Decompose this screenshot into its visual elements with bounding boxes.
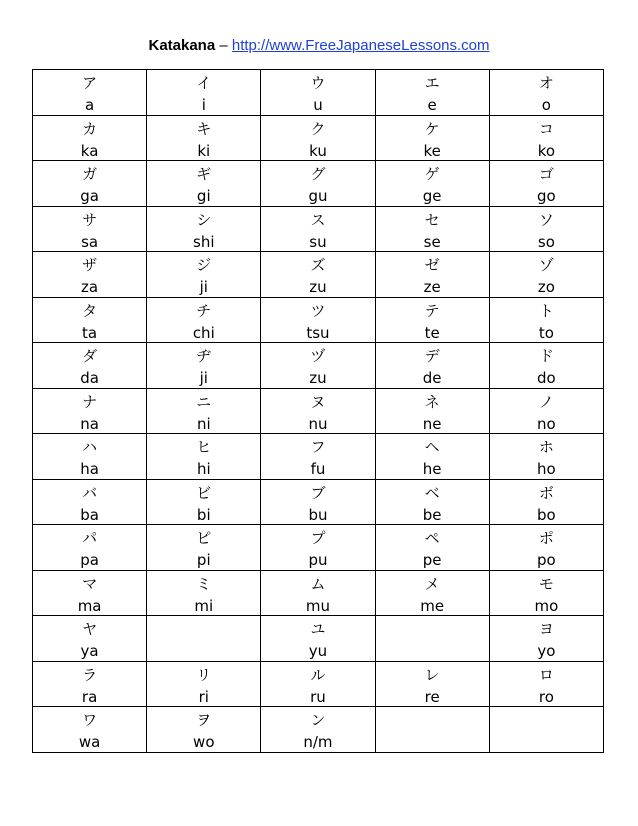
romaji-reading: bu <box>308 505 328 524</box>
katakana-character: ヨ <box>538 620 554 638</box>
table-row <box>33 616 604 662</box>
kana-cell <box>261 707 375 753</box>
katakana-character <box>376 621 489 638</box>
katakana-character: ザ <box>82 256 98 274</box>
kana-cell <box>147 161 261 207</box>
katakana-character: ノ <box>538 392 554 411</box>
katakana-character: プ <box>310 529 326 547</box>
romaji-reading: ro <box>538 687 554 706</box>
katakana-character: エ <box>424 74 440 92</box>
kana-cell <box>147 343 261 389</box>
katakana-character: ト <box>538 301 554 320</box>
kana-cell <box>33 570 147 616</box>
kana-cell <box>489 479 603 525</box>
romaji-reading: pe <box>422 551 442 569</box>
kana-cell <box>147 570 261 616</box>
katakana-character: テ <box>424 301 440 320</box>
romaji-reading: to <box>538 323 554 342</box>
website-link[interactable]: http://www.FreeJapaneseLessons.com <box>231 37 490 54</box>
romaji-reading <box>376 733 489 751</box>
kana-cell <box>375 115 489 161</box>
table-row <box>33 115 604 161</box>
romaji-reading: hi <box>196 460 211 478</box>
katakana-character: ケ <box>424 119 440 138</box>
katakana-character: ス <box>310 210 326 229</box>
katakana-character: ゼ <box>424 256 440 274</box>
katakana-character: ズ <box>310 256 326 274</box>
kana-cell <box>147 434 261 480</box>
kana-cell <box>147 252 261 298</box>
romaji-reading: do <box>537 369 556 387</box>
romaji-reading: ka <box>80 141 99 160</box>
katakana-character: ベ <box>424 483 440 502</box>
kana-cell <box>261 252 375 298</box>
romaji-reading: bo <box>537 505 556 524</box>
katakana-character: イ <box>196 74 212 92</box>
kana-cell <box>147 297 261 343</box>
romaji-reading: ni <box>196 414 211 433</box>
romaji-reading: ne <box>422 414 442 433</box>
romaji-reading: e <box>427 96 437 114</box>
romaji-reading <box>376 642 489 660</box>
katakana-character: ペ <box>424 529 440 547</box>
kana-cell <box>33 434 147 480</box>
table-row <box>33 297 604 343</box>
katakana-character: オ <box>538 74 554 92</box>
table-row <box>33 161 604 207</box>
kana-cell <box>375 343 489 389</box>
kana-cell <box>261 115 375 161</box>
katakana-character: チ <box>196 301 212 320</box>
kana-cell <box>147 661 261 707</box>
katakana-character: リ <box>196 665 212 684</box>
katakana-character: レ <box>424 665 440 684</box>
page-title: Katakana <box>148 37 216 54</box>
katakana-character: ネ <box>424 392 440 411</box>
romaji-reading: ko <box>537 141 556 160</box>
kana-cell <box>147 616 261 662</box>
table-row <box>33 479 604 525</box>
katakana-character: コ <box>538 119 554 138</box>
kana-cell <box>489 115 603 161</box>
katakana-character: ホ <box>538 438 554 456</box>
kana-cell <box>375 388 489 434</box>
kana-cell <box>147 206 261 252</box>
katakana-character: ル <box>310 665 326 684</box>
romaji-reading: pu <box>308 551 328 569</box>
romaji-reading: tsu <box>306 323 330 342</box>
kana-cell <box>33 297 147 343</box>
kana-cell <box>261 70 375 116</box>
romaji-reading: u <box>313 96 323 114</box>
romaji-reading: n/m <box>303 733 333 751</box>
kana-cell <box>261 343 375 389</box>
kana-cell <box>489 343 603 389</box>
romaji-reading: ji <box>199 369 208 387</box>
kana-cell <box>261 616 375 662</box>
romaji-reading: wo <box>193 733 215 751</box>
kana-cell <box>147 70 261 116</box>
kana-cell <box>261 525 375 571</box>
kana-cell <box>261 479 375 525</box>
katakana-character <box>376 712 489 729</box>
kana-cell <box>375 252 489 298</box>
romaji-reading: ji <box>199 278 208 296</box>
table-row <box>33 661 604 707</box>
kana-cell <box>375 525 489 571</box>
katakana-character: ヤ <box>82 620 98 638</box>
kana-cell <box>375 434 489 480</box>
katakana-character: セ <box>424 210 440 229</box>
romaji-reading: da <box>80 369 99 387</box>
katakana-character <box>490 712 603 729</box>
romaji-reading: shi <box>193 232 215 251</box>
romaji-reading: ta <box>82 323 98 342</box>
kana-cell <box>489 570 603 616</box>
romaji-reading: o <box>541 96 551 114</box>
romaji-reading: fu <box>310 460 326 478</box>
romaji-reading: ho <box>537 460 556 478</box>
table-row <box>33 707 604 753</box>
katakana-character: シ <box>196 210 212 229</box>
kana-cell <box>375 70 489 116</box>
kana-cell <box>489 616 603 662</box>
katakana-character: ヅ <box>310 347 326 365</box>
table-row <box>33 343 604 389</box>
romaji-reading: he <box>422 460 442 478</box>
katakana-character: ゴ <box>538 165 554 183</box>
romaji-reading: ya <box>80 642 99 660</box>
romaji-reading: mi <box>194 596 214 615</box>
katakana-character: ハ <box>82 438 98 456</box>
kana-cell <box>375 707 489 753</box>
romaji-reading: gu <box>308 187 328 205</box>
kana-cell <box>33 525 147 571</box>
katakana-character: ヂ <box>196 347 212 365</box>
kana-cell <box>147 115 261 161</box>
kana-cell <box>261 388 375 434</box>
kana-cell <box>489 434 603 480</box>
kana-cell <box>33 161 147 207</box>
katakana-character: パ <box>82 529 98 547</box>
romaji-reading: ke <box>423 141 441 160</box>
kana-cell <box>489 297 603 343</box>
katakana-character: ジ <box>196 256 212 274</box>
katakana-character <box>147 621 260 638</box>
romaji-reading: na <box>80 414 99 433</box>
katakana-character: サ <box>82 210 98 229</box>
kana-cell <box>375 616 489 662</box>
kana-cell <box>261 161 375 207</box>
romaji-reading: nu <box>308 414 328 433</box>
katakana-character: ナ <box>82 392 98 411</box>
romaji-reading: po <box>537 551 556 569</box>
romaji-reading: ba <box>80 505 99 524</box>
kana-cell <box>489 70 603 116</box>
katakana-character: ラ <box>82 665 98 684</box>
katakana-character: ヘ <box>424 438 440 456</box>
romaji-reading: gi <box>196 187 211 205</box>
romaji-reading: ze <box>423 278 441 296</box>
romaji-reading: ri <box>198 687 209 706</box>
kana-cell <box>33 70 147 116</box>
table-row <box>33 70 604 116</box>
romaji-reading: wa <box>78 733 101 751</box>
romaji-reading: go <box>537 187 556 205</box>
romaji-reading: a <box>84 96 95 114</box>
kana-cell <box>147 707 261 753</box>
table-row <box>33 525 604 571</box>
kana-cell <box>489 161 603 207</box>
kana-cell <box>489 388 603 434</box>
romaji-reading: re <box>424 687 440 706</box>
katakana-character: バ <box>82 483 98 502</box>
romaji-reading: ra <box>81 687 98 706</box>
kana-cell <box>147 479 261 525</box>
table-row <box>33 570 604 616</box>
romaji-reading: sa <box>81 232 99 251</box>
katakana-character: ブ <box>310 483 326 502</box>
kana-cell <box>33 252 147 298</box>
kana-cell <box>33 661 147 707</box>
katakana-character: ロ <box>538 665 554 684</box>
kana-cell <box>33 707 147 753</box>
katakana-character: ク <box>310 119 326 138</box>
table-row <box>33 388 604 434</box>
romaji-reading: ge <box>422 187 442 205</box>
katakana-character: ヒ <box>196 438 212 456</box>
kana-cell <box>33 343 147 389</box>
romaji-reading: so <box>537 232 555 251</box>
katakana-character: ヲ <box>196 711 212 729</box>
romaji-reading: su <box>309 232 327 251</box>
katakana-character: デ <box>424 347 440 365</box>
kana-cell <box>33 115 147 161</box>
katakana-character: ウ <box>310 74 326 92</box>
romaji-reading: se <box>423 232 441 251</box>
katakana-character: モ <box>538 574 554 593</box>
kana-cell <box>33 479 147 525</box>
romaji-reading: yo <box>537 642 556 660</box>
title-separator: – <box>215 37 232 54</box>
kana-cell <box>489 206 603 252</box>
katakana-character: ミ <box>196 574 212 593</box>
katakana-character: ビ <box>196 483 212 502</box>
katakana-character: ユ <box>310 620 326 638</box>
romaji-reading: zu <box>309 278 327 296</box>
katakana-character: ガ <box>82 165 98 183</box>
romaji-reading: no <box>537 414 556 433</box>
kana-cell <box>147 388 261 434</box>
table-row <box>33 434 604 480</box>
katakana-character: ツ <box>310 301 326 320</box>
katakana-character: ム <box>310 574 326 593</box>
kana-cell <box>489 661 603 707</box>
katakana-character: ポ <box>538 529 554 547</box>
romaji-reading: zu <box>309 369 327 387</box>
romaji-reading: pa <box>80 551 99 569</box>
katakana-character: タ <box>82 301 98 320</box>
kana-cell <box>33 206 147 252</box>
romaji-reading: te <box>424 323 440 342</box>
romaji-reading: pi <box>196 551 211 569</box>
katakana-character: ニ <box>196 392 212 411</box>
katakana-character: ン <box>310 711 326 729</box>
kana-cell <box>489 525 603 571</box>
romaji-reading: yu <box>308 642 328 660</box>
romaji-reading: za <box>81 278 99 296</box>
romaji-reading: be <box>422 505 442 524</box>
romaji-reading <box>490 733 603 751</box>
kana-cell <box>375 206 489 252</box>
kana-cell <box>147 525 261 571</box>
kana-cell <box>375 661 489 707</box>
romaji-reading: mo <box>534 596 559 615</box>
romaji-reading: ma <box>77 596 102 615</box>
kana-cell <box>261 206 375 252</box>
romaji-reading: ru <box>310 687 326 706</box>
katakana-character: ギ <box>196 165 212 183</box>
romaji-reading: bi <box>196 505 211 524</box>
romaji-reading: ki <box>197 141 211 160</box>
table-row <box>33 206 604 252</box>
katakana-character: ド <box>538 347 554 365</box>
romaji-reading: me <box>420 596 445 615</box>
romaji-reading: chi <box>192 323 215 342</box>
katakana-character: ワ <box>82 711 98 729</box>
katakana-character: ダ <box>82 347 98 365</box>
kana-cell <box>375 297 489 343</box>
kana-cell <box>261 570 375 616</box>
kana-cell <box>261 297 375 343</box>
romaji-reading: ga <box>80 187 99 205</box>
romaji-reading: zo <box>537 278 555 296</box>
kana-cell <box>261 434 375 480</box>
katakana-character: ア <box>82 74 98 92</box>
kana-cell <box>375 161 489 207</box>
kana-cell <box>261 661 375 707</box>
romaji-reading <box>147 642 260 660</box>
katakana-character: メ <box>424 574 440 593</box>
katakana-character: ゾ <box>538 256 554 274</box>
katakana-character: グ <box>310 165 326 183</box>
table-row <box>33 252 604 298</box>
romaji-reading: i <box>201 96 206 114</box>
katakana-character: フ <box>310 438 326 456</box>
katakana-character: ボ <box>538 483 554 502</box>
romaji-reading: ha <box>80 460 99 478</box>
romaji-reading: mu <box>305 596 331 615</box>
kana-cell <box>489 707 603 753</box>
romaji-reading: ku <box>309 141 327 160</box>
katakana-character: ソ <box>538 210 554 229</box>
kana-cell <box>489 252 603 298</box>
katakana-character: キ <box>196 119 212 138</box>
katakana-table <box>32 69 604 753</box>
katakana-table-body <box>33 70 604 753</box>
romaji-reading: de <box>422 369 442 387</box>
kana-cell <box>33 388 147 434</box>
kana-cell <box>375 570 489 616</box>
katakana-character: カ <box>82 119 98 138</box>
katakana-character: ヌ <box>310 392 326 411</box>
kana-cell <box>375 479 489 525</box>
page-header <box>0 37 638 55</box>
katakana-character: ゲ <box>424 165 440 183</box>
katakana-character: マ <box>82 574 98 593</box>
kana-cell <box>33 616 147 662</box>
katakana-character: ピ <box>196 529 212 547</box>
